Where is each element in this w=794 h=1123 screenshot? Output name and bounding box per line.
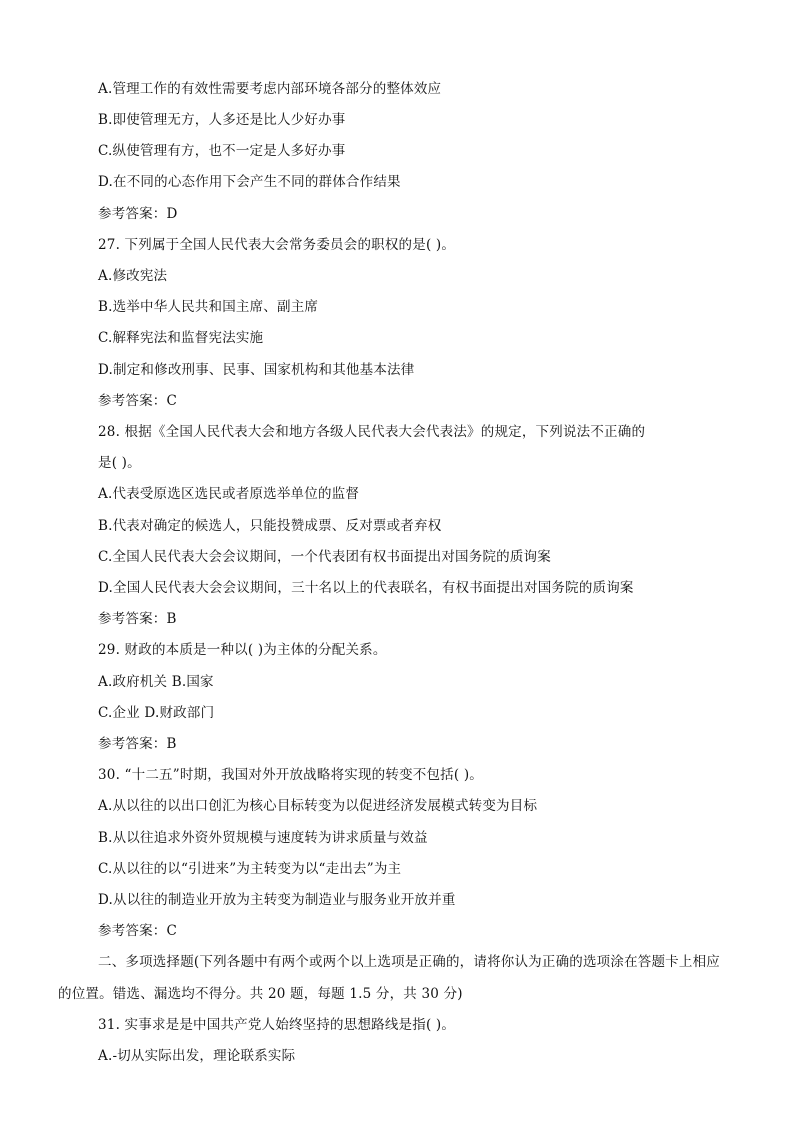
- option-line: C.全国人民代表大会会议期间，一个代表团有权书面提出对国务院的质询案: [98, 549, 551, 565]
- option-line: A.从以往的以出口创汇为核心目标转变为以促进经济发展模式转变为目标: [98, 798, 538, 814]
- answer-line: 参考答案：B: [98, 736, 177, 752]
- answer-line: 参考答案：D: [98, 206, 178, 222]
- option-line: C.纵使管理有方，也不一定是人多好办事: [98, 143, 346, 159]
- option-line: B.从以往追求外资外贸规模与速度转为讲求质量与效益: [98, 830, 428, 846]
- option-line: C.企业 D.财政部门: [98, 705, 215, 721]
- option-line: C.解释宪法和监督宪法实施: [98, 330, 264, 346]
- option-line: D.从以往的制造业开放为主转变为制造业与服务业开放并重: [98, 892, 456, 908]
- question-line: 31. 实事求是是中国共产党人始终坚持的思想路线是指( )。: [98, 1017, 456, 1033]
- option-line: D.制定和修改刑事、民事、国家机构和其他基本法律: [98, 362, 415, 378]
- option-line: A.-切从实际出发，理论联系实际: [98, 1048, 296, 1064]
- option-line: A.修改宪法: [98, 268, 168, 284]
- option-line: D.在不同的心态作用下会产生不同的群体合作结果: [98, 174, 401, 190]
- option-line: D.全国人民代表大会会议期间，三十名以上的代表联名，有权书面提出对国务院的质询案: [98, 580, 634, 596]
- question-line: 27. 下列属于全国人民代表大会常务委员会的职权的是( )。: [98, 237, 456, 253]
- answer-line: 参考答案：B: [98, 611, 177, 627]
- question-line: 29. 财政的本质是一种以( )为主体的分配关系。: [98, 642, 387, 658]
- option-line: B.代表对确定的候选人，只能投赞成票、反对票或者弃权: [98, 518, 442, 534]
- option-line: C.从以往的以“引进来”为主转变为以“走出去”为主: [98, 861, 402, 877]
- question-line-continued: 是( )。: [98, 455, 141, 471]
- section-heading: 二、多项选择题(下列各题中有两个或两个以上选项是正确的，请将你认为正确的选项涂在答题卡上相应: [98, 954, 720, 970]
- answer-line: 参考答案：C: [98, 393, 178, 409]
- section-heading-continued: 的位置。错选、漏选均不得分。共 20 题，每题 1.5 分，共 30 分): [58, 986, 463, 1002]
- option-line: B.选举中华人民共和国主席、副主席: [98, 299, 319, 315]
- question-line: 28. 根据《全国人民代表大会和地方各级人民代表大会代表法》的规定，下列说法不正确的: [98, 424, 646, 440]
- answer-line: 参考答案：C: [98, 923, 178, 939]
- question-line: 30. “十二五”时期，我国对外开放战略将实现的转变不包括( )。: [98, 767, 483, 783]
- option-line: B.即使管理无方，人多还是比人少好办事: [98, 112, 346, 128]
- option-line: A.代表受原选区选民或者原选举单位的监督: [98, 486, 360, 502]
- option-line: A.管理工作的有效性需要考虑内部环境各部分的整体效应: [98, 81, 442, 97]
- option-line: A.政府机关 B.国家: [98, 674, 214, 690]
